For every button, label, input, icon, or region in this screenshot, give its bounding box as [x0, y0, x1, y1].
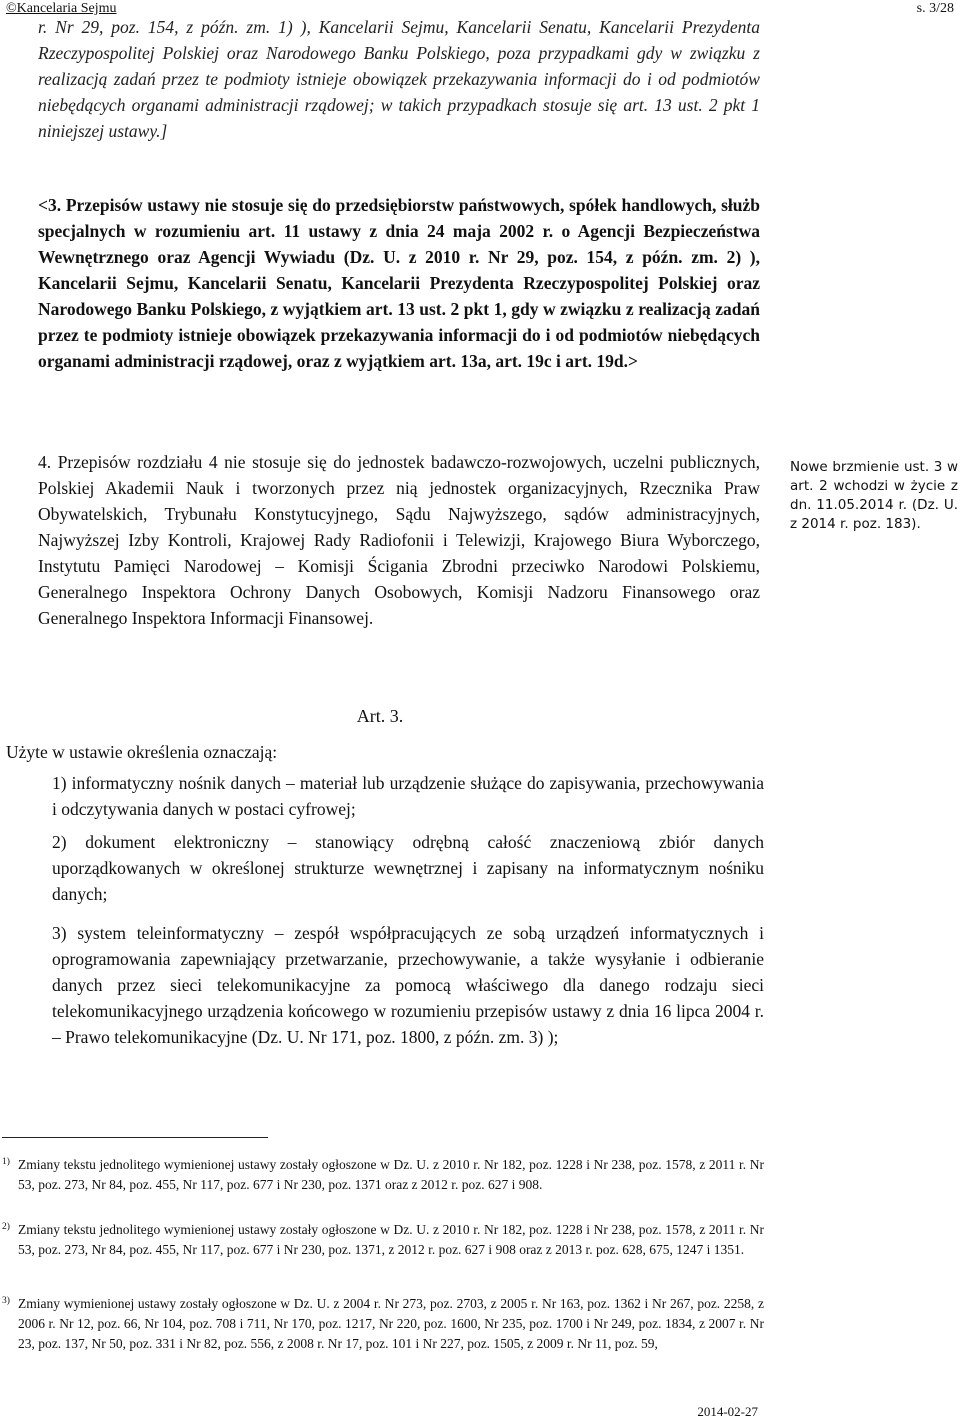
header-source: ©Kancelaria Sejmu	[6, 1, 117, 16]
footer-date: 2014-02-27	[697, 1404, 758, 1419]
footnote-2	[0, 1220, 764, 1260]
definition-item-3: 3) system teleinformatyczny – zespół współpracujących ze sobą urządzeń informatycznych i oprogramowania zapewniający przetwarzanie, przechowywanie, a także wysyłanie i odbieranie danych przez sieci telekomunikacyjne za pomocą właściwego dla danego rodzaju sieci telekomunikacyjnego urządzenia końcowego w rozumieniu przepisów ustawy z dnia 16 lipca 2004 r. – Prawo telekomunikacyjne (Dz. U. Nr 171, poz. 1800, z późn. zm. 3) );	[52, 923, 764, 1047]
article-title: Art. 3.	[356, 706, 404, 726]
margin-note: Nowe brzmienie ust. 3 w art. 2 wchodzi w życie z dn. 11.05.2014 r. (Dz. U. z 2014 r. poz. 183).	[790, 459, 958, 532]
footnote-text: Zmiany tekstu jednolitego wymienionej ustawy zostały ogłoszone w Dz. U. z 2010 r. Nr 182, poz. 1228 i Nr 238, poz. 1578, z 2011 r. Nr 53, poz. 273, Nr 84, poz. 455, Nr 117, poz. 677 i Nr 230, poz. 1371 oraz z 2012 r. poz. 627 i 908.	[18, 1157, 764, 1192]
definition-item-2: 2) dokument elektroniczny – stanowiący odrębną całość znaczeniową zbiór danych uporządkowanych w określonej strukturze wewnętrznej i zapisany na informatycznym nośniku danych;	[52, 832, 764, 904]
footnote-mark: 2)	[2, 1222, 10, 1232]
definition-item-1: 1) informatyczny nośnik danych – materiał lub urządzenie służące do zapisywania, przechowywania i odczytywania danych w postaci cyfrowej;	[52, 773, 764, 819]
paragraph-ust-3-new: <3. Przepisów ustawy nie stosuje się do przedsiębiorstw państwowych, spółek handlowych, służb specjalnych w rozumieniu art. 11 ustawy z dnia 24 maja 2002 r. o Agencji Bezpieczeństwa Wewnętrznego oraz Agencji Wywiadu (Dz. U. z 2010 r. Nr 29, poz. 154, z późn. zm. 2) ), Kancelarii Sejmu, Kancelarii Senatu, Kancelarii Prezydenta Rzeczypospolitej Polskiej oraz Narodowego Banku Polskiego, z wyjątkiem art. 13 ust. 2 pkt 1, gdy w związku z realizacją zadań przez te podmioty istnieje obowiązek przekazywania informacji do i od podmiotów niebędących organami administracji rządowej, oraz z wyjątkiem art. 13a, art. 19c i art. 19d.>	[38, 195, 760, 371]
paragraph-ust-4: 4. Przepisów rozdziału 4 nie stosuje się do jednostek badawczo-rozwojowych, uczelni publicznych, Polskiej Akademii Nauk i tworzonych przez nią jednostek organizacyjnych, Rzecznika Praw Obywatelskich, Trybunału Konstytucyjnego, Sądu Najwyższego, sądów administracyjnych, Najwyższej Izby Kontroli, Krajowej Rady Radiofonii i Telewizji, Krajowego Biura Wyborczego, Instytutu Pamięci Narodowej – Komisji Ścigania Zbrodni przeciwko Narodowi Polskiemu, Generalnego Inspektora Ochrony Danych Osobowych, Komisji Nadzoru Finansowego oraz Generalnego Inspektora Informacji Finansowej.	[38, 452, 760, 628]
footnote-text: Zmiany tekstu jednolitego wymienionej ustawy zostały ogłoszone w Dz. U. z 2010 r. Nr 182, poz. 1228 i Nr 238, poz. 1578, z 2011 r. Nr 53, poz. 273, Nr 84, poz. 455, Nr 117, poz. 677 i Nr 230, poz. 1371, z 2012 r. poz. 627 i 908 oraz z 2013 r. poz. 628, 675, 1247 i 1351.	[18, 1222, 764, 1257]
article-intro: Użyte w ustawie określenia oznaczają:	[6, 742, 278, 762]
page-number: s. 3/28	[916, 1, 954, 16]
footnote-text: Zmiany wymienionej ustawy zostały ogłoszone w Dz. U. z 2004 r. Nr 273, poz. 2703, z 2005 r. Nr 163, poz. 1362 i Nr 267, poz. 2258, z 2006 r. Nr 12, poz. 66, Nr 104, poz. 708 i 711, Nr 170, poz. 1217, Nr 220, poz. 1600, Nr 235, poz. 1700 i Nr 249, poz. 1834, z 2007 r. Nr 23, poz. 137, Nr 50, poz. 331 i Nr 82, poz. 556, z 2008 r. Nr 17, poz. 101 i Nr 227, poz. 1505, z 2009 r. Nr 11, poz. 59,	[18, 1296, 764, 1351]
footnote-mark: 3)	[2, 1296, 10, 1306]
footnote-3	[0, 1294, 764, 1354]
paragraph-continuation: r. Nr 29, poz. 154, z późn. zm. 1) ), Kancelarii Sejmu, Kancelarii Senatu, Kancelarii Prezydenta Rzeczypospolitej Polskiej oraz Narodowego Banku Polskiego, poza przypadkami gdy w związku z realizacją zadań przez te podmioty istnieje obowiązek przekazywania informacji do i od podmiotów niebędących organami administracji rządowej; w takich przypadkach stosuje się art. 13 ust. 2 pkt 1 niniejszej ustawy.]	[38, 17, 760, 141]
footnote-1	[0, 1155, 764, 1195]
footnote-mark: 1)	[2, 1157, 10, 1167]
footnote-separator	[2, 1137, 268, 1138]
